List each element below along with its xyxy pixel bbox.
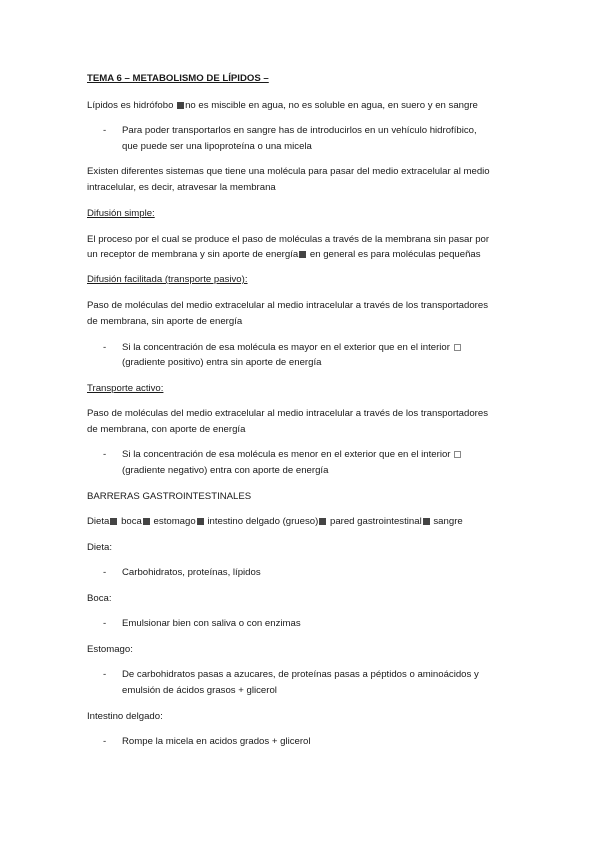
chain-step: estomago: [150, 516, 196, 527]
simple-diffusion-heading: Difusión simple:: [87, 208, 155, 219]
intro-bullet-line1: Para poder transportarlos en sangre has de introducirlos en un vehículo hidrofíbico,: [122, 125, 477, 136]
intro-line: [87, 99, 478, 113]
facilitated-line1: Paso de moléculas del medio extracelular al medio intracelular a través de los transportadores: [87, 300, 489, 311]
active-transport-heading: Transporte activo:: [87, 383, 164, 394]
systems-line1: Existen diferentes sistemas que tiene una molécula para pasar del medio extracelular al medio: [87, 166, 490, 177]
estomago-item-line1: De carbohidratos pasas a azucares, de proteínas pasas a péptidos o aminoácidos y: [122, 669, 479, 680]
active-bullet-line2: (gradiente negativo) entra con aporte de energía: [122, 465, 329, 476]
chain-step: sangre: [430, 516, 463, 527]
bullet-dash: -: [103, 125, 107, 136]
active-bullet-text: Si la concentración de esa molécula es menor en el exterior que en el interior: [122, 449, 454, 460]
estomago-item-line2: emulsión de ácidos grasos + glicerol: [122, 685, 277, 696]
arrow-symbol-icon: [197, 518, 204, 525]
estomago-label: Estomago:: [87, 644, 133, 655]
arrow-symbol-icon: [319, 518, 326, 525]
document-title: TEMA 6 – METABOLISMO DE LÍPIDOS –: [87, 73, 269, 84]
barriers-heading: BARRERAS GASTROINTESTINALES: [87, 491, 252, 502]
simple-diffusion-line2: [87, 248, 481, 262]
active-line1: Paso de moléculas del medio extracelular al medio intracelular a través de los transportadores: [87, 408, 489, 419]
active-line2: de membrana, con aporte de energía: [87, 424, 246, 435]
bullet-dash: -: [103, 618, 107, 629]
bullet-dash: -: [103, 342, 107, 353]
simple-diffusion-line1: El proceso por el cual se produce el paso de moléculas a través de la membrana sin pasar por: [87, 234, 490, 245]
chain-step: pared gastrointestinal: [327, 516, 422, 527]
arrow-symbol-icon: [454, 344, 461, 351]
arrow-symbol-icon: [110, 518, 117, 525]
bullet-dash: -: [103, 669, 107, 680]
intestino-label: Intestino delgado:: [87, 711, 163, 722]
intestino-item: Rompe la micela en acidos grados + glicerol: [122, 736, 311, 747]
active-bullet-line1: [122, 448, 462, 462]
facilitated-diffusion-heading: Difusión facilitada (transporte pasivo):: [87, 274, 248, 285]
intro-bullet-line2: que puede ser una lipoproteína o una micela: [122, 141, 312, 152]
chain-step: intestino delgado (grueso): [204, 516, 319, 527]
boca-item: Emulsionar bien con saliva o con enzimas: [122, 618, 301, 629]
simple-line2-a: un receptor de membrana y sin aporte de energía: [87, 249, 299, 260]
arrow-symbol-icon: [177, 102, 184, 109]
arrow-symbol-icon: [454, 451, 461, 458]
bullet-dash: -: [103, 567, 107, 578]
simple-line2-b: en general es para moléculas pequeñas: [307, 249, 481, 260]
arrow-symbol-icon: [423, 518, 430, 525]
dieta-label: Dieta:: [87, 542, 113, 553]
intro-text-a: Lípidos es hidrófobo: [87, 100, 177, 111]
systems-line2: intracelular, es decir, atravesar la membrana: [87, 182, 276, 193]
chain-step: boca: [118, 516, 142, 527]
facilitated-bullet-line1: [122, 341, 462, 355]
arrow-symbol-icon: [143, 518, 150, 525]
bullet-dash: -: [103, 736, 107, 747]
facilitated-line2: de membrana, sin aporte de energía: [87, 316, 243, 327]
barriers-chain: [87, 515, 463, 529]
bullet-dash: -: [103, 449, 107, 460]
facilitated-bullet-line2: (gradiente positivo) entra sin aporte de energía: [122, 357, 322, 368]
intro-text-b: no es miscible en agua, no es soluble en agua, en suero y en sangre: [185, 100, 478, 111]
boca-label: Boca:: [87, 593, 112, 604]
facilitated-bullet-text: Si la concentración de esa molécula es mayor en el exterior que en el interior: [122, 342, 453, 353]
dieta-item: Carbohidratos, proteínas, lípidos: [122, 567, 261, 578]
chain-step: Dieta: [87, 516, 110, 527]
arrow-symbol-icon: [299, 251, 306, 258]
